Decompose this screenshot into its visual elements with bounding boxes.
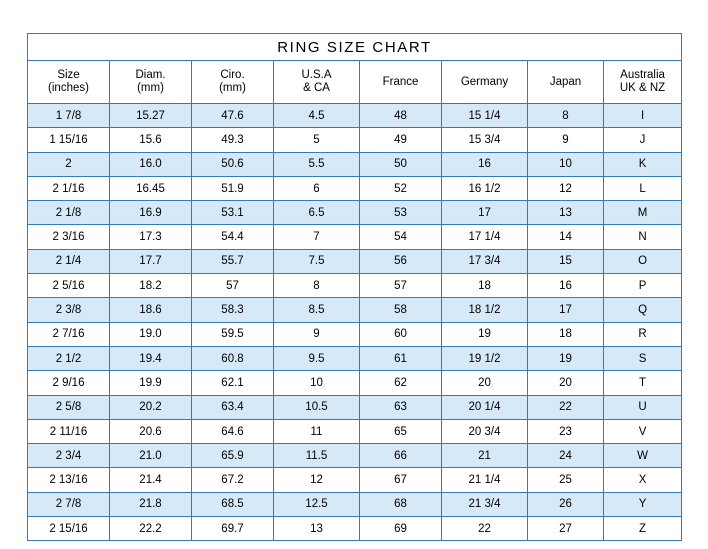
table-cell: 9 <box>528 128 604 152</box>
table-cell: 10 <box>274 371 360 395</box>
table-cell: 17 <box>442 201 528 225</box>
table-cell: 15 <box>528 249 604 273</box>
table-cell: 58 <box>360 298 442 322</box>
table-cell: 2 <box>28 152 110 176</box>
table-cell: 2 1/4 <box>28 249 110 273</box>
table-cell: 12 <box>274 468 360 492</box>
table-cell: 15.27 <box>110 104 192 128</box>
table-cell: J <box>604 128 682 152</box>
column-header-line1: Japan <box>549 75 582 88</box>
table-cell: 60.8 <box>192 346 274 370</box>
table-cell: 19 <box>528 346 604 370</box>
table-row <box>28 517 682 541</box>
table-cell: 51.9 <box>192 176 274 200</box>
table-cell: W <box>604 444 682 468</box>
column-header-circumference <box>192 61 274 104</box>
table-cell: 62 <box>360 371 442 395</box>
column-header-line1: Germany <box>460 75 509 88</box>
table-cell: 54.4 <box>192 225 274 249</box>
table-row <box>28 152 682 176</box>
table-cell: 1 15/16 <box>28 128 110 152</box>
table-cell: 18 1/2 <box>442 298 528 322</box>
table-cell: 65.9 <box>192 444 274 468</box>
table-cell: Y <box>604 492 682 516</box>
column-header-line1: Size <box>57 69 80 81</box>
table-cell: 2 1/8 <box>28 201 110 225</box>
table-cell: M <box>604 201 682 225</box>
table-cell: 1 7/8 <box>28 104 110 128</box>
table-cell: V <box>604 419 682 443</box>
table-cell: 15 1/4 <box>442 104 528 128</box>
table-cell: 57 <box>192 274 274 298</box>
table-cell: 67 <box>360 468 442 492</box>
table-cell: 16.45 <box>110 176 192 200</box>
column-header-line1: Australia <box>620 69 665 81</box>
table-cell: 20 1/4 <box>442 395 528 419</box>
table-cell: 55.7 <box>192 249 274 273</box>
table-cell: 8 <box>274 274 360 298</box>
table-row <box>28 492 682 516</box>
table-cell: 21 1/4 <box>442 468 528 492</box>
table-cell: 52 <box>360 176 442 200</box>
table-cell: 48 <box>360 104 442 128</box>
table-cell: S <box>604 346 682 370</box>
table-cell: 22.2 <box>110 517 192 541</box>
table-cell: P <box>604 274 682 298</box>
table-row <box>28 274 682 298</box>
column-header-line2: & CA <box>303 82 330 94</box>
table-cell: 54 <box>360 225 442 249</box>
table-cell: 20 <box>528 371 604 395</box>
column-header-usa-ca <box>274 61 360 104</box>
table-header <box>28 34 682 104</box>
table-cell: 9 <box>274 322 360 346</box>
column-header-row <box>28 61 682 104</box>
table-cell: 19 1/2 <box>442 346 528 370</box>
table-cell: 62.1 <box>192 371 274 395</box>
table-cell: 6.5 <box>274 201 360 225</box>
table-cell: Z <box>604 517 682 541</box>
table-cell: 69 <box>360 517 442 541</box>
table-cell: N <box>604 225 682 249</box>
table-row <box>28 225 682 249</box>
table-row <box>28 468 682 492</box>
table-cell: 10 <box>528 152 604 176</box>
table-cell: 15.6 <box>110 128 192 152</box>
column-header-line1: Ciro. <box>220 69 245 81</box>
column-header-line1: U.S.A <box>301 69 332 81</box>
table-cell: 2 5/16 <box>28 274 110 298</box>
table-cell: 58.3 <box>192 298 274 322</box>
table-cell: 16.9 <box>110 201 192 225</box>
table-cell: 68.5 <box>192 492 274 516</box>
table-row <box>28 371 682 395</box>
table-cell: 63 <box>360 395 442 419</box>
column-header-line2: UK & NZ <box>619 82 666 94</box>
table-cell: 18 <box>442 274 528 298</box>
table-cell: 57 <box>360 274 442 298</box>
table-cell: 19.9 <box>110 371 192 395</box>
table-cell: 17.3 <box>110 225 192 249</box>
column-header-japan <box>528 61 604 104</box>
table-row <box>28 104 682 128</box>
table-cell: 2 1/16 <box>28 176 110 200</box>
table-cell: 11.5 <box>274 444 360 468</box>
table-cell: 7 <box>274 225 360 249</box>
table-cell: 21.0 <box>110 444 192 468</box>
table-cell: 2 9/16 <box>28 371 110 395</box>
table-cell: 53.1 <box>192 201 274 225</box>
table-cell: 18.6 <box>110 298 192 322</box>
table-cell: 20.2 <box>110 395 192 419</box>
table-cell: 60 <box>360 322 442 346</box>
table-cell: 59.5 <box>192 322 274 346</box>
table-cell: 10.5 <box>274 395 360 419</box>
table-cell: O <box>604 249 682 273</box>
table-cell: 49 <box>360 128 442 152</box>
table-cell: 2 7/8 <box>28 492 110 516</box>
table-cell: 2 15/16 <box>28 517 110 541</box>
table-cell: Q <box>604 298 682 322</box>
table-cell: 22 <box>442 517 528 541</box>
table-cell: 47.6 <box>192 104 274 128</box>
table-cell: 17 <box>528 298 604 322</box>
table-cell: 50 <box>360 152 442 176</box>
table-row <box>28 444 682 468</box>
table-cell: U <box>604 395 682 419</box>
table-cell: 49.3 <box>192 128 274 152</box>
table-cell: 53 <box>360 201 442 225</box>
table-cell: I <box>604 104 682 128</box>
table-cell: 2 3/16 <box>28 225 110 249</box>
column-header-line2: (mm) <box>137 82 164 94</box>
table-cell: 69.7 <box>192 517 274 541</box>
table-cell: 8.5 <box>274 298 360 322</box>
table-cell: 23 <box>528 419 604 443</box>
table-cell: 17.7 <box>110 249 192 273</box>
table-cell: 61 <box>360 346 442 370</box>
table-cell: 67.2 <box>192 468 274 492</box>
table-cell: 13 <box>528 201 604 225</box>
table-cell: 68 <box>360 492 442 516</box>
table-cell: 4.5 <box>274 104 360 128</box>
column-header-line2: (mm) <box>219 82 246 94</box>
table-cell: 5.5 <box>274 152 360 176</box>
table-cell: 20 3/4 <box>442 419 528 443</box>
column-header-australia-uk-nz <box>604 61 682 104</box>
table-cell: 16 <box>528 274 604 298</box>
table-cell: K <box>604 152 682 176</box>
table-cell: 25 <box>528 468 604 492</box>
table-cell: 50.6 <box>192 152 274 176</box>
table-cell: 24 <box>528 444 604 468</box>
table-cell: 9.5 <box>274 346 360 370</box>
ring-size-chart <box>27 33 681 541</box>
table-cell: 2 13/16 <box>28 468 110 492</box>
table-row <box>28 128 682 152</box>
column-header-size <box>28 61 110 104</box>
table-cell: 19.0 <box>110 322 192 346</box>
table-row <box>28 201 682 225</box>
table-cell: 18 <box>528 322 604 346</box>
column-header-diameter <box>110 61 192 104</box>
table-cell: 14 <box>528 225 604 249</box>
table-row <box>28 346 682 370</box>
table-cell: 17 1/4 <box>442 225 528 249</box>
table-row <box>28 322 682 346</box>
ring-size-table <box>27 33 682 541</box>
table-cell: 26 <box>528 492 604 516</box>
page-title: RING SIZE CHART <box>28 34 682 61</box>
table-cell: 19.4 <box>110 346 192 370</box>
column-header-line2: (inches) <box>48 82 89 94</box>
table-cell: R <box>604 322 682 346</box>
table-cell: 63.4 <box>192 395 274 419</box>
table-cell: 66 <box>360 444 442 468</box>
table-cell: 21.4 <box>110 468 192 492</box>
table-cell: 2 11/16 <box>28 419 110 443</box>
table-body <box>28 104 682 541</box>
table-row <box>28 419 682 443</box>
column-header-germany <box>442 61 528 104</box>
table-row <box>28 249 682 273</box>
table-cell: 22 <box>528 395 604 419</box>
table-cell: 19 <box>442 322 528 346</box>
table-cell: 5 <box>274 128 360 152</box>
title-row <box>28 34 682 61</box>
table-cell: T <box>604 371 682 395</box>
table-cell: 15 3/4 <box>442 128 528 152</box>
table-cell: 64.6 <box>192 419 274 443</box>
table-cell: 56 <box>360 249 442 273</box>
table-cell: 2 7/16 <box>28 322 110 346</box>
table-cell: X <box>604 468 682 492</box>
table-cell: 16 <box>442 152 528 176</box>
table-row <box>28 176 682 200</box>
table-cell: 7.5 <box>274 249 360 273</box>
column-header-line1: France <box>382 75 419 88</box>
table-cell: 2 3/8 <box>28 298 110 322</box>
table-cell: 20.6 <box>110 419 192 443</box>
table-cell: 21.8 <box>110 492 192 516</box>
table-cell: 65 <box>360 419 442 443</box>
table-cell: 27 <box>528 517 604 541</box>
table-cell: 2 3/4 <box>28 444 110 468</box>
table-cell: 17 3/4 <box>442 249 528 273</box>
table-row <box>28 298 682 322</box>
table-cell: 2 1/2 <box>28 346 110 370</box>
table-cell: 21 3/4 <box>442 492 528 516</box>
table-cell: 12.5 <box>274 492 360 516</box>
table-cell: 8 <box>528 104 604 128</box>
table-cell: 11 <box>274 419 360 443</box>
table-cell: L <box>604 176 682 200</box>
table-cell: 21 <box>442 444 528 468</box>
table-cell: 18.2 <box>110 274 192 298</box>
table-cell: 16.0 <box>110 152 192 176</box>
table-cell: 20 <box>442 371 528 395</box>
column-header-france <box>360 61 442 104</box>
table-row <box>28 395 682 419</box>
table-cell: 12 <box>528 176 604 200</box>
column-header-line1: Diam. <box>135 69 166 81</box>
table-cell: 2 5/8 <box>28 395 110 419</box>
table-cell: 16 1/2 <box>442 176 528 200</box>
table-cell: 6 <box>274 176 360 200</box>
table-cell: 13 <box>274 517 360 541</box>
